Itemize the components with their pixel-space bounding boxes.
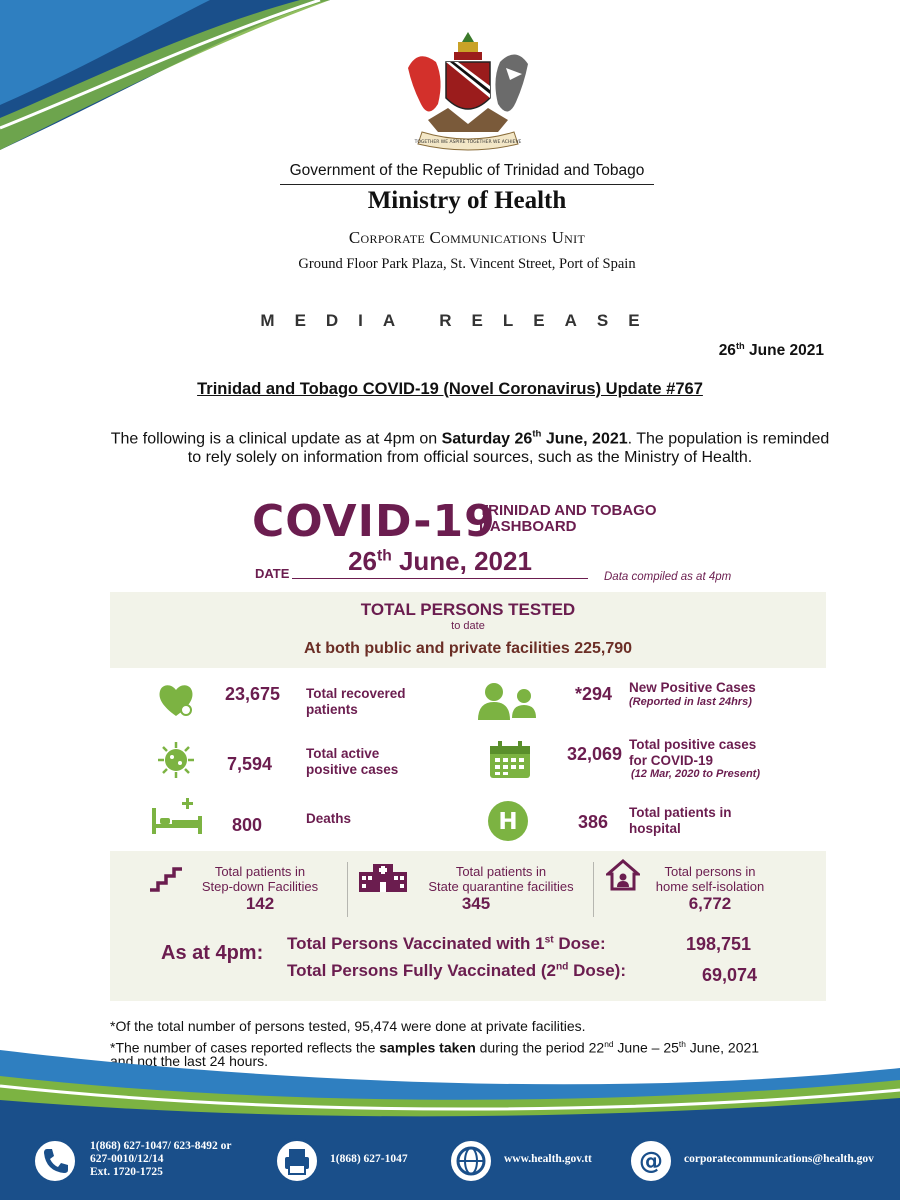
date-label: DATE <box>255 566 290 581</box>
globe-icon <box>448 1138 494 1184</box>
footnote-private: *Of the total number of persons tested, 95,474 were done at private facilities. <box>110 1018 586 1034</box>
government-line: Government of the Republic of Trinidad and Tobago <box>280 162 654 185</box>
facilities-divider <box>347 862 348 917</box>
full-vaccinated-value: 69,074 <box>702 965 758 985</box>
unit-name: Corporate Communications Unit <box>348 228 586 247</box>
website[interactable]: www.health.gov.tt <box>504 1153 592 1165</box>
fax-icon <box>274 1138 320 1184</box>
first-dose-value: 198,751 <box>686 934 752 954</box>
fax-number: 1(868) 627-1047 <box>330 1153 408 1165</box>
intro-paragraph: The following is a clinical update as at 4pm on Saturday 26th June, 2021. The population is reminded to rely solely on information from official sources, such as the Ministry of Health. <box>110 429 830 467</box>
facilities-divider <box>593 862 594 917</box>
svg-text:H: H <box>498 809 518 835</box>
people-icon <box>474 680 540 720</box>
hospital-icon <box>487 800 529 842</box>
new-cases-label: New Positive Cases <box>629 680 756 695</box>
tested-heading: TOTAL PERSONS TESTED <box>360 600 576 619</box>
quarantine-building-icon <box>357 860 409 894</box>
tested-subheading: to date <box>451 620 485 632</box>
footnote-samples: *The number of cases reported reflects the samples taken during the period 22nd June – 25th June, 2021 <box>110 1039 760 1056</box>
total-cases-label: Total positive cases for COVID-19 <box>629 737 757 768</box>
dashboard-date: 26th June, 2021 <box>348 546 532 576</box>
phone-icon <box>32 1138 78 1184</box>
stepdown-label: Total patients in Step-down Facilities <box>201 864 319 894</box>
full-vaccinated-label: Total Persons Fully Vaccinated (2nd Dose): <box>287 961 627 980</box>
quarantine-value: 345 <box>461 894 491 913</box>
crest-motto: TOGETHER WE ASPIRE TOGETHER WE ACHIEVE <box>414 140 522 145</box>
active-value: 7,594 <box>226 754 272 774</box>
home-isolation-value: 6,772 <box>688 894 732 913</box>
vaccination-as-at: As at 4pm: <box>161 942 264 964</box>
home-icon <box>606 858 640 892</box>
compiled-note: Data compiled as at 4pm <box>604 571 732 583</box>
new-cases-value: *294 <box>574 684 612 704</box>
bed-icon <box>150 796 204 836</box>
address: Ground Floor Park Plaza, St. Vincent Street, Port of Spain <box>298 256 636 272</box>
svg-text:@: @ <box>639 1147 663 1175</box>
media-release-label: MEDIA RELEASE <box>260 311 660 330</box>
footnote-samples-cont: and not the last 24 hours. <box>110 1053 268 1069</box>
total-cases-note: (12 Mar, 2020 to Present) <box>631 768 761 780</box>
home-isolation-label: Total persons in home self-isolation <box>655 864 765 894</box>
header-swoosh <box>0 0 330 160</box>
recovered-value: 23,675 <box>224 684 280 704</box>
active-label: Total active positive cases <box>306 746 399 777</box>
dashboard-subtitle: TRINIDAD AND TOBAGO DASHBOARD <box>479 502 657 535</box>
stairs-icon <box>148 862 184 892</box>
hospital-value: 386 <box>577 812 608 832</box>
dashboard-title: COVID-19 <box>252 496 496 547</box>
deaths-label: Deaths <box>306 811 352 826</box>
tested-facilities: At both public and private facilities 225,790 <box>303 640 633 657</box>
phone-numbers: 1(868) 627-1047/ 623-8492 or 627-0010/12/14 Ext. 1720-1725 <box>90 1140 232 1178</box>
stepdown-value: 142 <box>245 894 275 913</box>
release-date: 26th June 2021 <box>718 341 824 360</box>
total-cases-value: 32,069 <box>566 744 622 764</box>
calendar-icon <box>488 740 532 780</box>
coat-of-arms-logo <box>398 28 538 158</box>
email-icon <box>628 1138 674 1184</box>
quarantine-label: Total patients in State quarantine facilities <box>428 864 574 894</box>
release-title: Trinidad and Tobago COVID-19 (Novel Coronavirus) Update #767 <box>197 380 703 398</box>
ministry-name: Ministry of Health <box>367 187 567 214</box>
email-address[interactable]: corporatecommunications@health.gov <box>684 1153 874 1165</box>
first-dose-label: Total Persons Vaccinated with 1st Dose: <box>287 934 606 953</box>
total-tested-panel <box>110 592 826 668</box>
hospital-label: Total patients in hospital <box>629 805 732 836</box>
heart-icon <box>156 680 196 720</box>
recovered-label: Total recovered patients <box>306 686 406 717</box>
deaths-value: 800 <box>231 815 262 835</box>
date-underline <box>292 578 588 579</box>
new-cases-note: (Reported in last 24hrs) <box>629 696 752 708</box>
virus-icon <box>156 740 196 780</box>
